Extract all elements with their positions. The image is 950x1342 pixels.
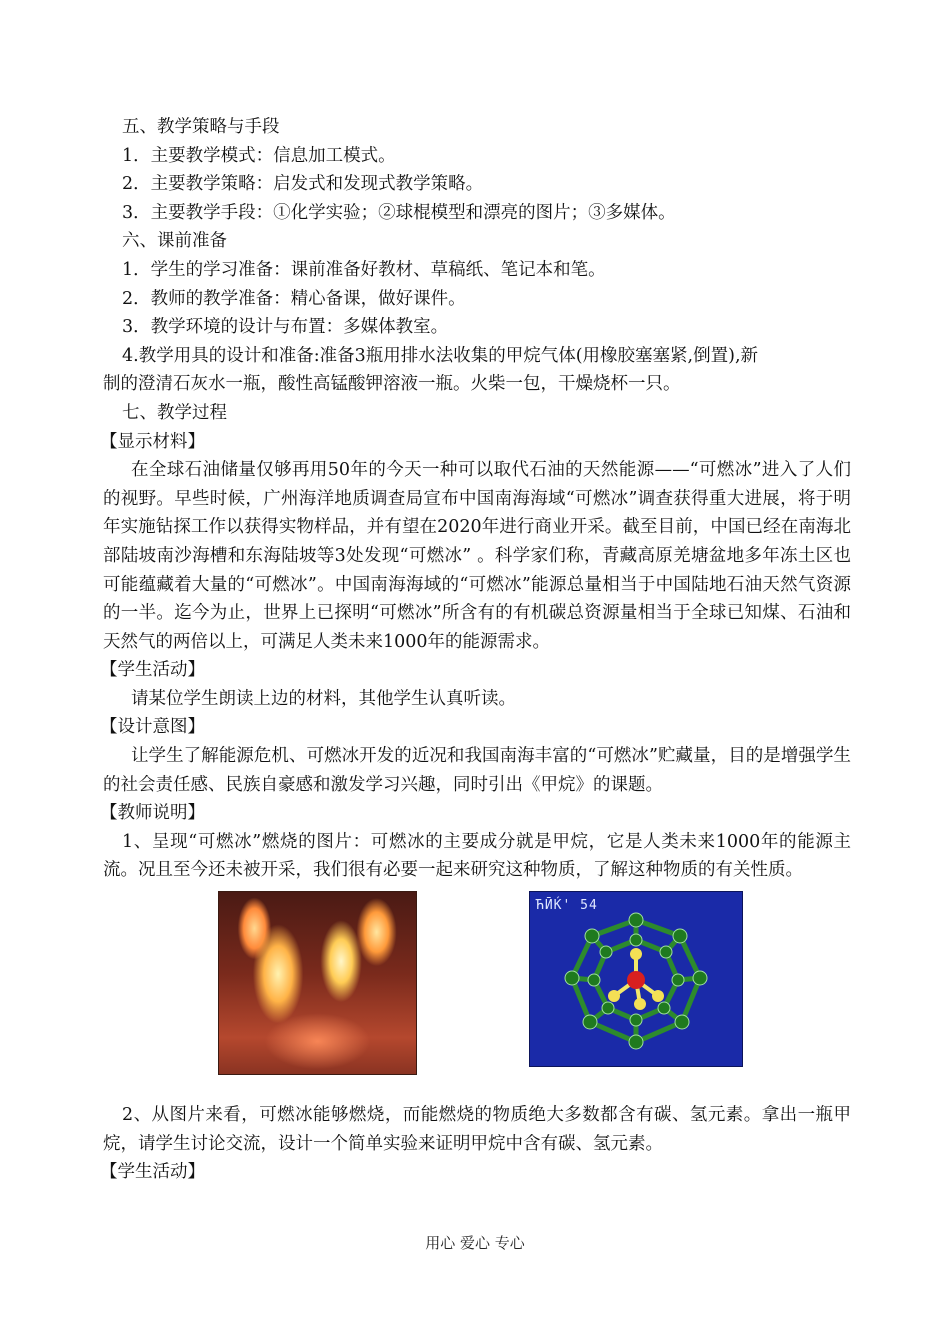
student-activity-text: 请某位学生朗读上边的材料，其他学生认真听读。: [131, 688, 516, 709]
methane-clathrate-model-image: [529, 891, 743, 1067]
figures-row: [103, 891, 851, 1101]
section-6-item-1: 1．学生的学习准备：课前准备好教材、草稿纸、笔记本和笔。: [122, 259, 606, 280]
page-footer: 用心 爱心 专心: [425, 1234, 525, 1252]
teacher-note-text-2: 2、从图片来看，可燃冰能够燃烧，而能燃烧的物质绝大多数都含有碳、氢元素。拿出一瓶甲烷，请学生讨论交流，设计一个简单实验来证明甲烷中含有碳、氢元素。: [103, 1105, 851, 1154]
section-6-item-3: 3．教学环境的设计与布置：多媒体教室。: [122, 317, 449, 338]
student-activity-label: 【学生活动】: [100, 660, 205, 681]
molecule-cage-graphic: [530, 892, 742, 1066]
section-6-item-4-line-2: 制的澄清石灰水一瓶，酸性高锰酸钾溶液一瓶。火柴一包，干燥烧杯一只。: [103, 374, 681, 395]
teacher-note-label: 【教师说明】: [100, 803, 205, 824]
section-5-item-2: 2．主要教学策略：启发式和发现式教学策略。: [122, 174, 484, 195]
teacher-note-text-1: 1、呈现“可燃冰”燃烧的图片：可燃冰的主要成分就是甲烷，它是人类未来1000年的能源主流。况且至今还未被开采，我们很有必要一起来研究这种物质，了解这种物质的有关性质。: [103, 831, 851, 881]
section-5-title: 五、教学策略与手段: [122, 117, 280, 137]
section-5-item-3: 3．主要教学手段：①化学实验；②球棍模型和漂亮的图片；③多媒体。: [122, 202, 676, 223]
section-6-item-4-line-1: 4.教学用具的设计和准备:准备3瓶用排水法收集的甲烷气体(用橡胶塞塞紧,倒置),新: [122, 345, 759, 366]
document-page: [100, 113, 851, 1187]
section-5-item-1: 1．主要教学模式：信息加工模式。: [122, 145, 396, 166]
burning-ice-photo: [218, 891, 417, 1075]
design-intent-text: 让学生了解能源危机、可燃冰开发的近况和我国南海丰富的“可燃冰”贮藏量，目的是增强学生的社会责任感、民族自豪感和激发学习兴趣，同时引出《甲烷》的课题。: [103, 746, 851, 795]
section-7-title: 七、教学过程: [122, 402, 227, 423]
molecule-image-caption: ЋӢЌ' 54: [536, 898, 598, 914]
show-material-text: 在全球石油储量仅够再用50年的今天一种可以取代石油的天然能源——“可燃冰”进入了人们的视野。早些时候，广州海洋地质调查局宣布中国南海海域“可燃冰”调查获得重大进展，将于明年实施钻探工作以获得实物样品，并有望在2020年进行商业开采。截至目前，中国已经在南海北部陆坡南沙海槽和东海陆坡等3处发现“可燃冰” 。科学家们称，青藏高原羌塘盆地多年冻土区也可能蕴藏着大量的“可燃冰”。中国南海海域的“可燃冰”能源总量相当于中国陆地石油天然气资源的一半。迄今为止，世界上已探明“可燃冰”所含有的有机碳总资源量相当于全球已知煤、石油和天然气的两倍以上，可满足人类未来1000年的能源需求。: [103, 460, 851, 652]
section-6-title: 六、课前准备: [122, 231, 227, 252]
section-6-item-2: 2．教师的教学准备：精心备课，做好课件。: [122, 288, 466, 309]
student-activity-2-label: 【学生活动】: [100, 1162, 205, 1183]
show-material-label: 【显示材料】: [100, 431, 205, 452]
design-intent-label: 【设计意图】: [100, 717, 205, 738]
